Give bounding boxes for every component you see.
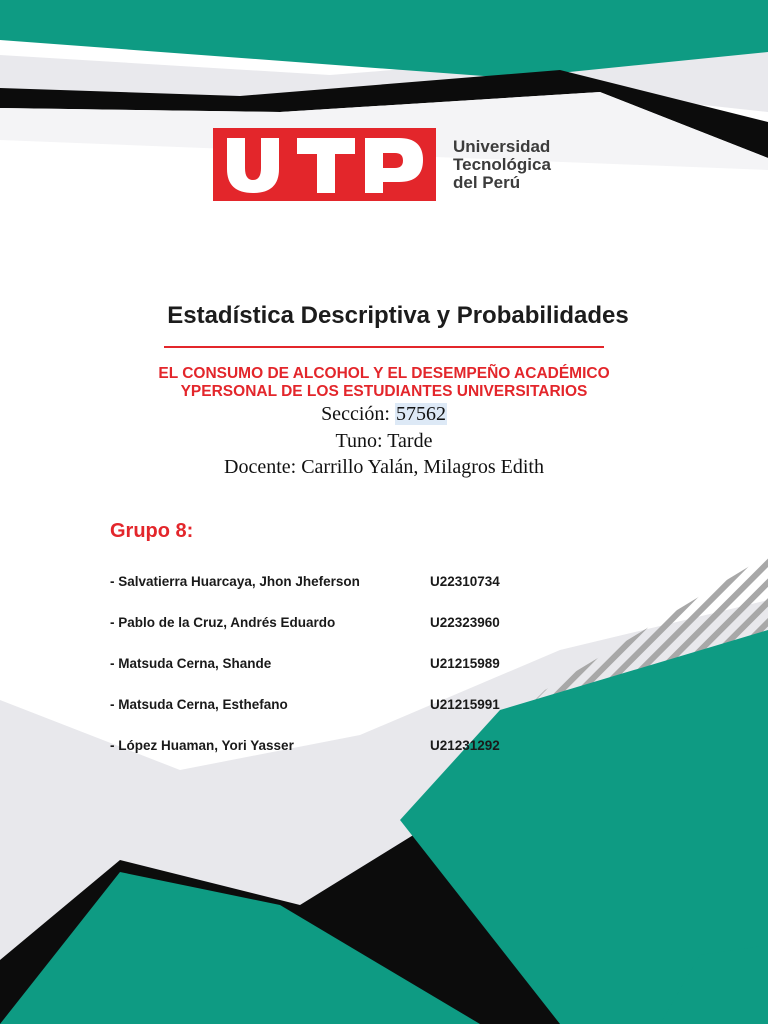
project-title-line-1: EL CONSUMO DE ALCOHOL Y EL DESEMPEÑO ACADÉMICO	[158, 365, 610, 382]
member-row	[110, 738, 530, 758]
member-name: - López Huaman, Yori Yasser	[110, 738, 294, 753]
member-name: - Matsuda Cerna, Esthefano	[110, 697, 288, 712]
section-label: Sección:	[321, 403, 390, 425]
member-code: U21215991	[430, 697, 500, 712]
member-code: U21215989	[430, 656, 500, 671]
member-code: U21231292	[430, 738, 500, 753]
university-name-line-1: Universidad	[453, 138, 551, 156]
group-title: Grupo 8:	[110, 520, 194, 542]
member-row	[110, 574, 530, 594]
member-name: - Matsuda Cerna, Shande	[110, 656, 272, 671]
utp-letters	[213, 128, 436, 201]
university-name	[453, 138, 563, 192]
member-row	[110, 697, 530, 717]
project-title	[96, 365, 672, 401]
member-name: - Pablo de la Cruz, Andrés Eduardo	[110, 615, 336, 630]
university-name-line-2: Tecnológica	[453, 155, 551, 174]
member-row	[110, 615, 530, 635]
section-line	[0, 403, 768, 426]
member-code: U22310734	[430, 574, 500, 589]
teacher-line: Docente: Carrillo Yalán, Milagros Edith	[224, 456, 544, 478]
section-number: 57562	[395, 403, 446, 425]
shift-line: Tuno: Tarde	[335, 430, 433, 452]
university-name-line-3: del Perú	[453, 173, 521, 192]
member-code: U22323960	[430, 615, 500, 630]
utp-logo-mark	[213, 128, 436, 201]
utp-logo	[213, 128, 558, 202]
project-title-line-2: YPERSONAL DE LOS ESTUDIANTES UNIVERSITARIOS	[180, 383, 588, 400]
member-name: - Salvatierra Huarcaya, Jhon Jheferson	[110, 574, 360, 589]
title-underline	[164, 346, 604, 348]
course-title: Estadística Descriptiva y Probabilidades	[167, 302, 629, 329]
member-row	[110, 656, 530, 676]
